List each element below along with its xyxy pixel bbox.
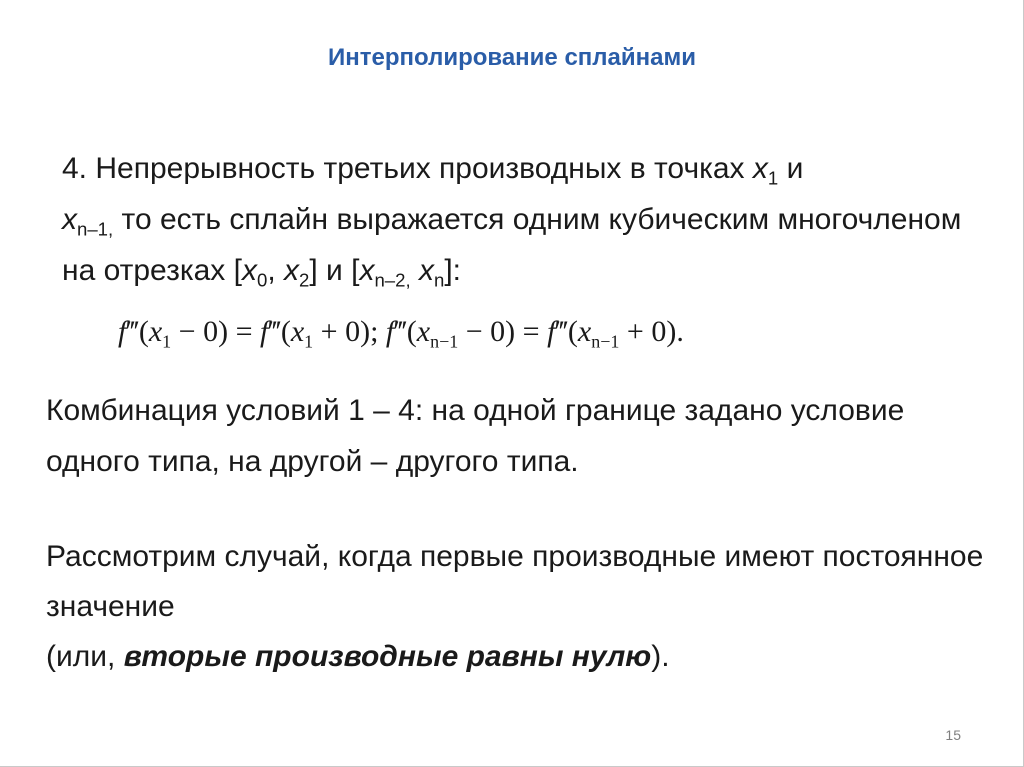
para1-lead: 4. Непрерывность третьих производных в точках bbox=[62, 152, 753, 185]
var-xn: x bbox=[418, 254, 434, 287]
condition-combination-paragraph: Комбинация условий 1 – 4: на одной границе задано условие одного типа, на другой – другого типа. bbox=[46, 394, 905, 478]
sub-2: 2 bbox=[298, 269, 310, 291]
formula-f3: f bbox=[385, 315, 395, 348]
sub-0: 0 bbox=[256, 269, 268, 291]
para1-comma: , bbox=[267, 254, 284, 287]
var-x0: x bbox=[241, 254, 257, 287]
sub-n-2: n–2, bbox=[374, 269, 411, 291]
formula-s1: 1 bbox=[162, 331, 172, 352]
para3-open: (или, bbox=[46, 640, 124, 673]
var-x2: x bbox=[283, 254, 299, 287]
para3-emphasis: вторые производные равны нулю bbox=[123, 640, 652, 673]
formula-f1: f bbox=[118, 315, 127, 348]
formula-s4: n−1 bbox=[591, 331, 620, 352]
para1-mid: то есть сплайн выражается одним кубическим многочленом на отрезках [ bbox=[62, 203, 962, 287]
sub-n: n bbox=[433, 269, 445, 291]
formula-x1: x bbox=[148, 315, 163, 348]
formula-s3: n−1 bbox=[430, 331, 459, 352]
formula-p3: ‴( bbox=[394, 315, 417, 348]
formula-p2: ‴( bbox=[268, 315, 291, 348]
sub-n-1: n–1, bbox=[77, 218, 114, 240]
continuity-condition-paragraph bbox=[62, 143, 992, 296]
var-xn2: x bbox=[359, 254, 375, 287]
para1-space bbox=[411, 254, 419, 287]
page-number: 15 bbox=[945, 727, 961, 743]
para3-close: ). bbox=[651, 640, 670, 673]
formula-t2: + 0); bbox=[313, 315, 386, 348]
para1-and: и bbox=[778, 152, 804, 185]
sub-1: 1 bbox=[767, 167, 779, 189]
formula-x4: x bbox=[577, 315, 592, 348]
formula-p4: ‴( bbox=[555, 315, 578, 348]
formula-f2: f bbox=[260, 315, 269, 348]
formula-p1: ‴( bbox=[126, 315, 149, 348]
formula-t3: − 0) = bbox=[458, 315, 548, 348]
para1-mid2: ] и [ bbox=[309, 254, 360, 287]
formula-t4: + 0). bbox=[619, 315, 684, 348]
var-xn1: x bbox=[62, 203, 77, 236]
formula-x2: x bbox=[290, 315, 305, 348]
para3-text: Рассмотрим случай, когда первые производные имеют постоянное значение bbox=[46, 540, 984, 623]
formula-t1: − 0) = bbox=[171, 315, 260, 348]
slide-title: Интерполирование сплайнами bbox=[328, 44, 696, 71]
para1-end: ]: bbox=[444, 254, 461, 287]
formula-f4: f bbox=[547, 315, 556, 348]
formula-x3: x bbox=[416, 315, 431, 348]
var-x1: x bbox=[752, 152, 768, 185]
third-derivative-formula bbox=[118, 315, 918, 352]
case-paragraph bbox=[46, 532, 1006, 682]
formula-s2: 1 bbox=[304, 331, 314, 352]
